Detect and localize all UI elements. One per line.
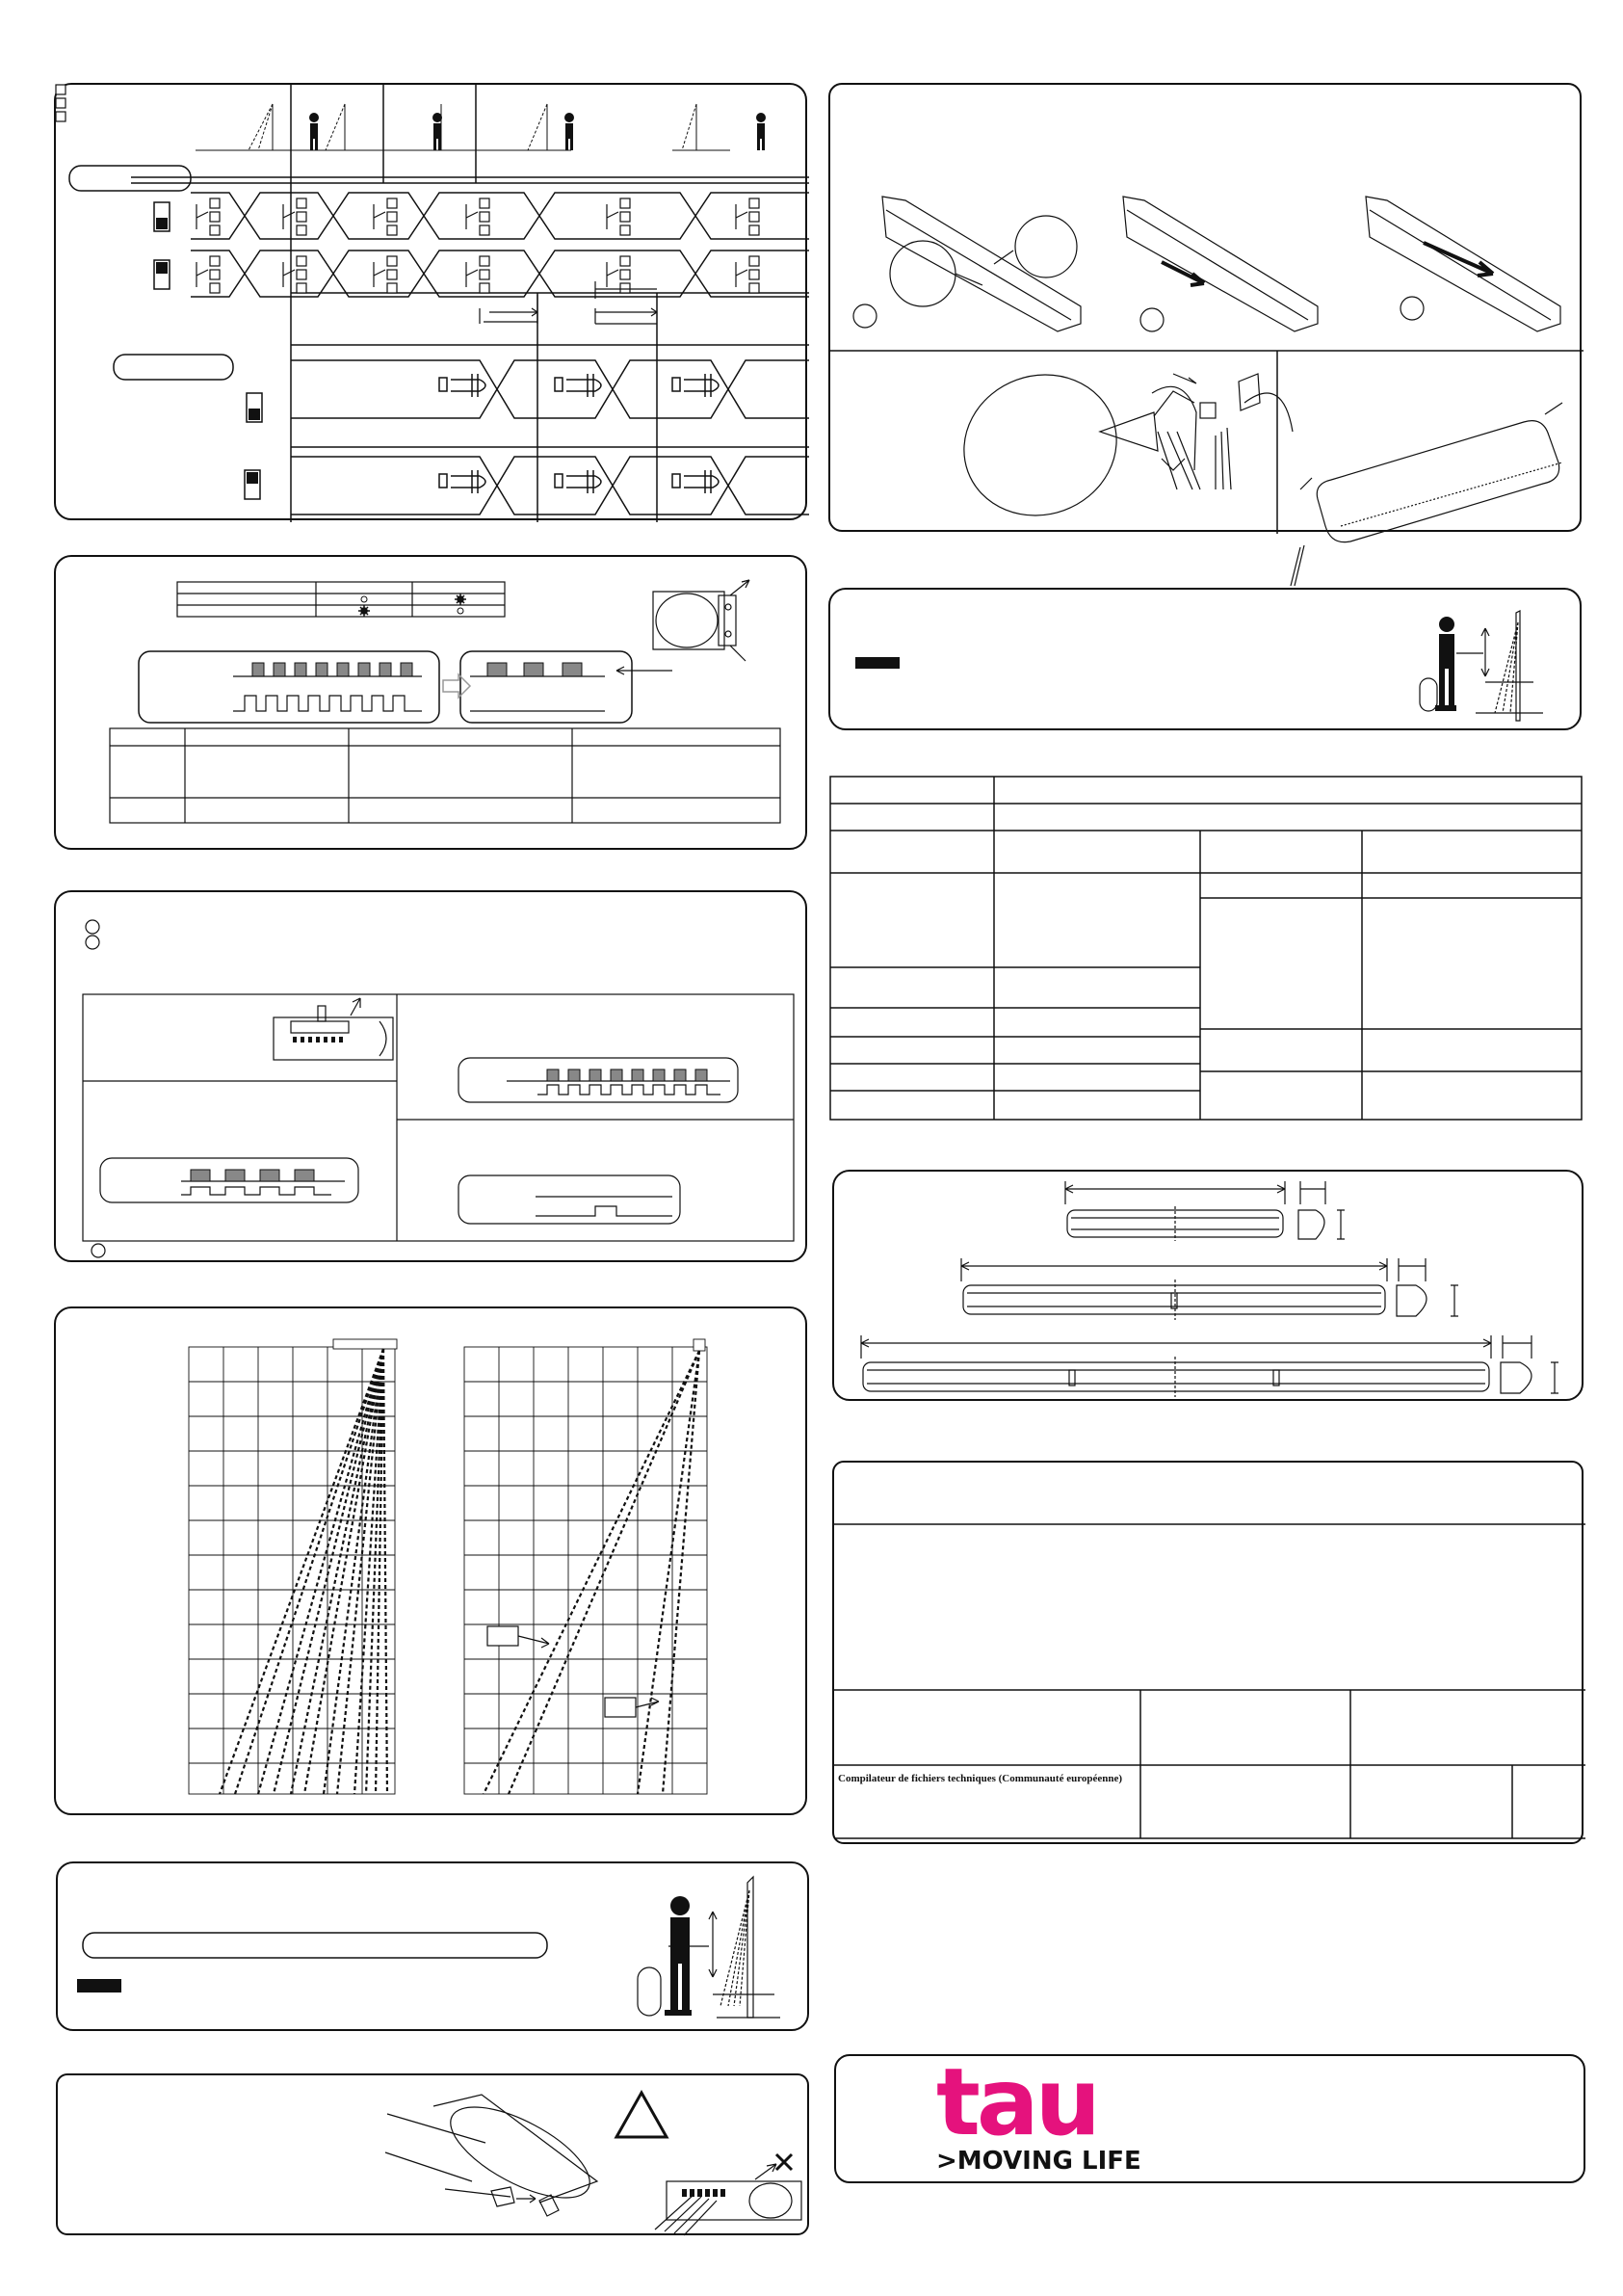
dip-learning-diagram xyxy=(56,892,809,1264)
led-off-icon xyxy=(361,596,367,602)
mounting-steps-panel xyxy=(828,83,1582,532)
detection-area-diagram xyxy=(56,1308,809,1817)
led-status-diagram xyxy=(56,557,809,852)
install-height-diagram-left xyxy=(58,1863,811,2033)
relay-timing-panel xyxy=(54,83,807,520)
led-on-icon xyxy=(455,594,466,605)
cross-icon xyxy=(776,2154,792,2170)
spec-table xyxy=(830,777,1582,1122)
dip-learning-panel xyxy=(54,890,807,1262)
relay-timing-diagram xyxy=(56,85,809,522)
spec-table-grid xyxy=(830,777,1582,1122)
install-height-diagram-right xyxy=(830,590,1584,732)
compiler-label: Compilateur de fichiers techniques (Communauté européenne) xyxy=(838,1773,1123,1784)
warning-triangle-icon xyxy=(616,2093,667,2137)
brand-tagline: >MOVING LIFE xyxy=(936,2147,1141,2176)
wiring-warning-diagram xyxy=(58,2075,811,2237)
logo-panel xyxy=(834,2048,1585,2183)
led-on-icon xyxy=(358,605,370,617)
install-height-panel-left xyxy=(56,1861,809,2031)
wiring-warning-panel xyxy=(56,2073,809,2235)
mounting-steps-diagram xyxy=(830,85,1584,534)
install-height-panel-right xyxy=(828,588,1582,730)
dimensions-panel xyxy=(832,1170,1584,1401)
dimensions-diagram xyxy=(834,1172,1585,1403)
conformity-grid xyxy=(834,1463,1585,1846)
led-off-icon xyxy=(458,608,463,614)
conformity-panel xyxy=(832,1461,1584,1844)
detection-area-panel xyxy=(54,1306,807,1815)
led-status-panel xyxy=(54,555,807,850)
brand-logo: tau xyxy=(936,2048,1098,2156)
